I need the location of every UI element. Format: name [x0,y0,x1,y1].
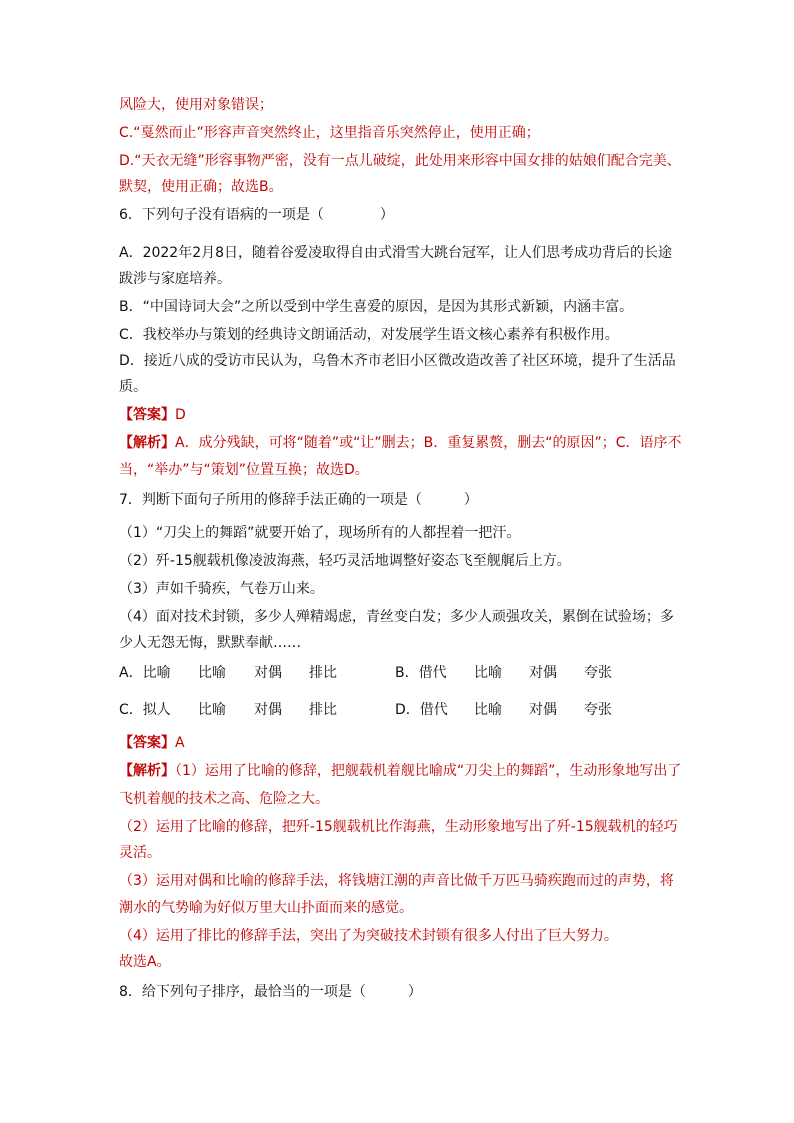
analysis-tag: 【解析】 [119,435,175,451]
q7-option-c-2: 比喻 [198,702,226,718]
q7-option-b-3: 对偶 [529,665,557,681]
q7-option-a-4: 排比 [309,665,337,681]
q6-analysis-line-1 [119,433,681,453]
q7-analysis-line-6: 潮水的气势喻为好似万里大山扑面而来的感觉。 [119,900,413,916]
answer-value: A [175,735,185,751]
analysis-text: A．成分残缺，可将“随着”或“让”删去；B．重复累赘，删去“的原因”；C．语序不 [175,435,682,451]
q7-sentence-3: （3）声如千骑疾，气卷万山来。 [119,581,324,597]
q6-answer [119,405,186,425]
q7-option-c-4: 排比 [309,702,337,718]
q7-sentence-4-line-1: （4）面对技术封锁，多少人殚精竭虑，青丝变白发；多少人顽强攻关，累倒在试验场；多 [119,609,674,625]
q7-analysis-line-5: （3）运用对偶和比喻的修辞手法，将钱塘江潮的声音比做千万匹马骑疾跑而过的声势，将 [119,873,674,889]
answer-tag: 【答案】 [119,407,175,423]
q7-sentence-4-line-2: 少人无怨无悔，默默奉献…… [119,635,301,651]
q7-option-a-1: A．比喻 [119,665,171,681]
q7-option-a-3: 对偶 [254,665,282,681]
q5-analysis-line-4: 默契，使用正确；故选B。 [119,179,283,195]
q5-analysis-line-1: 风险大，使用对象错误； [119,97,273,113]
q7-option-d-3: 对偶 [529,702,557,718]
q7-analysis-line-3: （2）运用了比喻的修辞，把歼-15舰载机比作海燕，生动形象地写出了歼-15舰载机的轻巧 [119,819,678,835]
q7-options-row-2 [119,700,612,720]
q6-option-c: C．我校举办与策划的经典诗文朗诵活动，对发展学生语文核心素养有积极作用。 [119,327,619,343]
q6-option-d-line-1: D．接近八成的受访市民认为，乌鲁木齐市老旧小区微改造改善了社区环境，提升了生活品 [119,353,676,369]
q6-option-b: B．“中国诗词大会”之所以受到中学生喜爱的原因，是因为其形式新颖，内涵丰富。 [119,299,634,315]
q7-analysis-line-4: 灵活。 [119,845,161,861]
q7-options-row-1 [119,663,612,683]
q7-question: 7．判断下面句子所用的修辞手法正确的一项是（ ） [119,492,478,508]
q6-option-a-line-1: A．2022年2月8日，随着谷爱凌取得自由式滑雪大跳台冠军，让人们思考成功背后的长途 [119,245,673,261]
q7-conclusion: 故选A。 [119,954,171,970]
q5-analysis-line-3: D.“天衣无缝”形容事物严密，没有一点儿破绽，此处用来形容中国女排的姑娘们配合完美、 [119,153,681,169]
analysis-text: （1）运用了比喻的修辞，把舰载机着舰比喻成“刀尖上的舞蹈”，生动形象地写出了 [175,763,682,779]
q7-sentence-2: （2）歼-15舰载机像凌波海燕，轻巧灵活地调整好姿态飞至舰艉后上方。 [119,553,571,569]
answer-value: D [175,407,186,423]
q7-analysis-line-1 [119,761,681,781]
q7-option-c-1: C．拟人 [119,702,171,718]
q7-option-a-2: 比喻 [198,665,226,681]
q6-option-d-line-2: 质。 [119,379,147,395]
q7-option-b-1: B．借代 [395,665,447,681]
q7-answer [119,733,185,753]
q7-option-d-1: D．借代 [395,702,448,718]
q5-analysis-line-2: C.“戛然而止”形容声音突然终止，这里指音乐突然停止，使用正确； [119,125,540,141]
q7-option-b-2: 比喻 [474,665,502,681]
q6-analysis-line-2: 当，“举办”与“策划”位置互换；故选D。 [119,462,369,478]
q7-option-b-4: 夸张 [584,665,612,681]
answer-tag: 【答案】 [119,735,175,751]
analysis-tag: 【解析】 [119,763,175,779]
q7-analysis-line-7: （4）运用了排比的修辞手法，突出了为突破技术封锁有很多人付出了巨大努力。 [119,928,618,944]
q7-option-c-3: 对偶 [254,702,282,718]
q8-question: 8．给下列句子排序，最恰当的一项是（ ） [119,984,422,1000]
q6-question: 6．下列句子没有语病的一项是（ ） [119,207,394,223]
q7-sentence-1: （1）“刀尖上的舞蹈”就要开始了，现场所有的人都捏着一把汗。 [119,525,521,541]
q7-option-d-4: 夸张 [584,702,612,718]
q7-analysis-line-2: 飞机着舰的技术之高、危险之大。 [119,791,329,807]
q6-option-a-line-2: 跋涉与家庭培养。 [119,271,231,287]
q7-option-d-2: 比喻 [474,702,502,718]
